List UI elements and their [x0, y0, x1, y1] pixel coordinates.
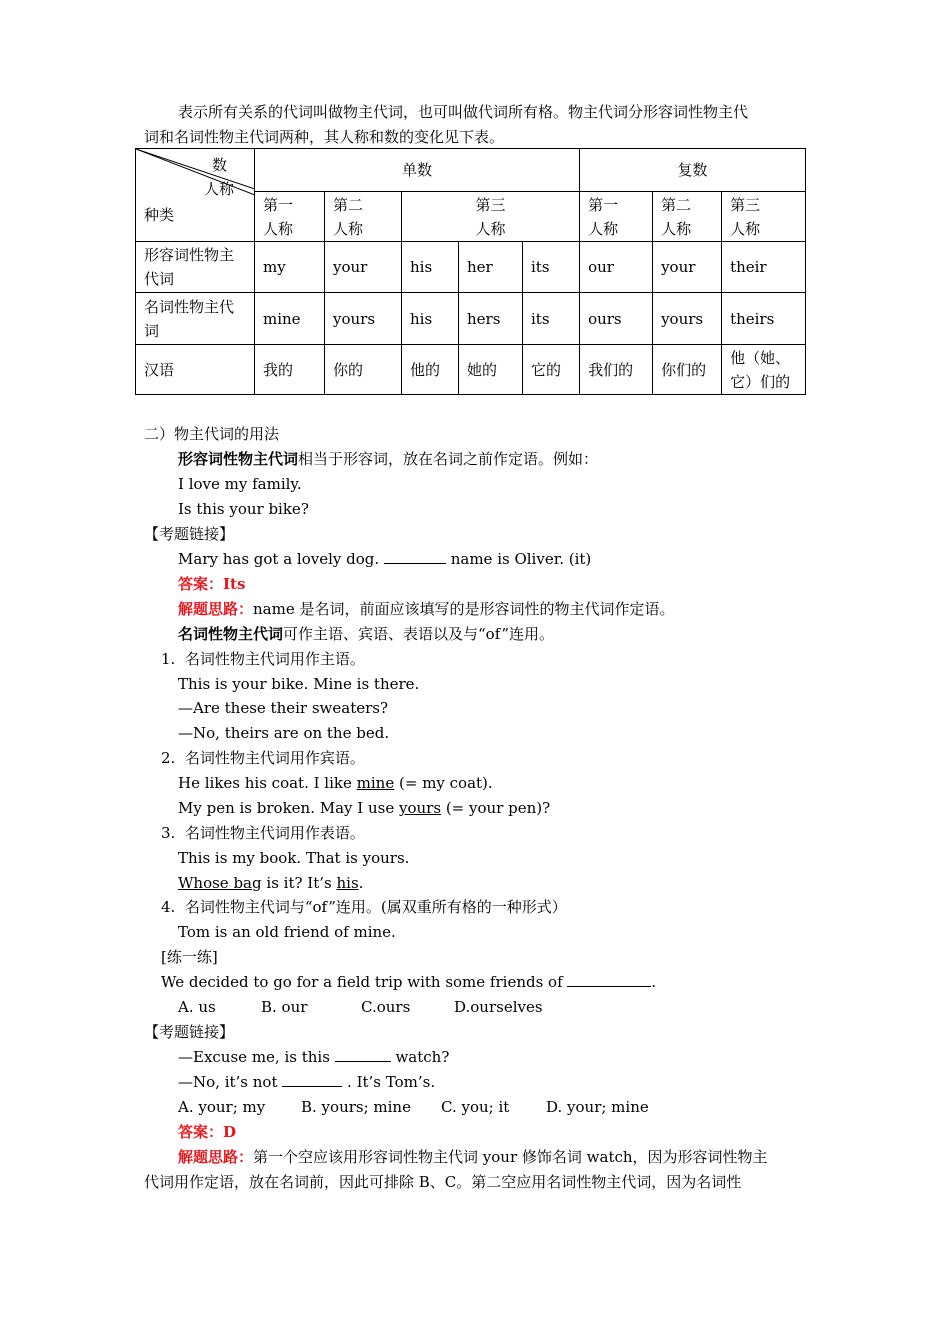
- noun-desc: 可作主语、宾语、表语以及与“of”连用。: [283, 625, 555, 643]
- table-cell: 你的: [325, 345, 402, 395]
- table-row: [136, 345, 806, 395]
- example-line: He likes his coat. I like mine (= my coat).: [178, 774, 493, 792]
- table-cell: his: [402, 293, 459, 345]
- item-number: 2.: [161, 749, 176, 767]
- underlined-word: his: [336, 874, 359, 892]
- table-cell: yours: [325, 293, 402, 345]
- table-cell: our: [580, 242, 653, 293]
- list-item: [161, 822, 365, 844]
- table-row: [136, 242, 806, 293]
- practice-option-b: B. our: [261, 998, 308, 1016]
- example-line: —No, theirs are on the bed.: [178, 724, 390, 742]
- table-cell: 它的: [523, 345, 580, 395]
- thought-line-2: [178, 1146, 768, 1168]
- intro-line-2: 词和名词性物主代词两种，其人称和数的变化见下表。: [144, 128, 505, 146]
- item-number: 3.: [161, 824, 176, 842]
- corner-diagonals: [136, 149, 255, 242]
- table-cell: your: [325, 242, 402, 293]
- table-cell: 他的: [402, 345, 459, 395]
- underlined-word: mine: [356, 774, 395, 792]
- exam-question-2-line-2: —No, it’s not . It’s Tom’s.: [178, 1073, 436, 1091]
- answer-blank: [335, 1047, 391, 1062]
- thought-text: name 是名词，前面应该填写的是形容词性的物主代词作定语。: [253, 600, 675, 618]
- intro-line-1: 表示所有关系的代词叫做物主代词，也可叫做代词所有格。物主代词分形容词性物主代: [178, 103, 749, 121]
- q2-option-c: C. you; it: [441, 1098, 510, 1116]
- answer-line-2: [178, 1121, 236, 1143]
- table-cell: your: [653, 242, 722, 293]
- item-number: 4.: [161, 898, 176, 916]
- underlined-word: yours: [399, 799, 442, 817]
- thought-label: 解题思路：: [178, 600, 254, 618]
- example-line: Tom is an old friend of mine.: [178, 923, 396, 941]
- answer-value: Its: [223, 575, 246, 593]
- table-row: [136, 293, 806, 345]
- row-label: 形容词性物主代词: [136, 242, 255, 293]
- table-cell: 你们的: [653, 345, 722, 395]
- thought-text: 第一个空应该用形容词性物主代词 your 修饰名词 watch，因为形容词性物主: [253, 1148, 768, 1166]
- corner-label-person: 人称: [204, 180, 235, 198]
- item-text: 名词性物主代词用作主语。: [184, 650, 365, 668]
- header-pl-third: 第三 人称: [722, 192, 806, 242]
- table-cell: its: [523, 293, 580, 345]
- table-cell: its: [523, 242, 580, 293]
- table-cell: her: [459, 242, 523, 293]
- question-text: name is Oliver. (it): [450, 550, 592, 568]
- answer-blank: [282, 1072, 342, 1087]
- example-line: Is this your bike?: [178, 500, 309, 518]
- exam-question-2-line-1: —Excuse me, is this watch?: [178, 1048, 450, 1066]
- q2-option-d: D. your; mine: [546, 1098, 649, 1116]
- answer-label: 答案：: [178, 575, 224, 593]
- corner-label-type: 种类: [144, 206, 175, 224]
- q2-option-b: B. yours; mine: [301, 1098, 411, 1116]
- item-text: 名词性物主代词与“of”连用。(属双重所有格的一种形式）: [184, 898, 567, 916]
- practice-option-c: C.ours: [361, 998, 411, 1016]
- table-cell: their: [722, 242, 806, 293]
- table-cell: theirs: [722, 293, 806, 345]
- list-item: [161, 648, 365, 670]
- thought-line-1: [178, 598, 675, 620]
- exam-question-1: [178, 548, 591, 570]
- answer-value: D: [223, 1123, 237, 1141]
- example-line: Whose bag is it? It’s his.: [178, 874, 364, 892]
- table-cell: yours: [653, 293, 722, 345]
- practice-heading: [练一练]: [161, 948, 218, 966]
- table-cell: mine: [255, 293, 325, 345]
- item-number: 1.: [161, 650, 176, 668]
- table-cell: ours: [580, 293, 653, 345]
- header-pl-first: 第一 人称: [580, 192, 653, 242]
- adj-definition: [178, 448, 598, 470]
- example-line: This is my book. That is yours.: [178, 849, 410, 867]
- table-cell: hers: [459, 293, 523, 345]
- example-line: I love my family.: [178, 475, 302, 493]
- example-line: —Are these their sweaters?: [178, 699, 389, 717]
- item-text: 名词性物主代词用作宾语。: [184, 749, 365, 767]
- q2-option-a: A. your; my: [178, 1098, 266, 1116]
- exam-link-heading: 【考题链接】: [144, 525, 235, 543]
- example-line: This is your bike. Mine is there.: [178, 675, 420, 693]
- table-cell: my: [255, 242, 325, 293]
- pronoun-table: [135, 148, 806, 395]
- table-cell: 我的: [255, 345, 325, 395]
- header-pl-second: 第二 人称: [653, 192, 722, 242]
- thought-label: 解题思路：: [178, 1148, 254, 1166]
- answer-blank: [567, 972, 651, 987]
- question-text: Mary has got a lovely dog.: [178, 550, 380, 568]
- underlined-word: Whose bag: [178, 874, 262, 892]
- table-cell: 他（她、它）们的: [722, 345, 806, 395]
- noun-definition: [178, 623, 554, 645]
- answer-line-1: [178, 573, 245, 595]
- practice-option-d: D.ourselves: [454, 998, 543, 1016]
- item-text: 名词性物主代词用作表语。: [184, 824, 365, 842]
- corner-label-number: 数: [212, 156, 228, 174]
- table-corner-cell: [136, 149, 255, 242]
- list-item: [161, 747, 365, 769]
- noun-term: 名词性物主代词: [178, 625, 284, 643]
- exam-link-heading: 【考题链接】: [144, 1023, 235, 1041]
- table-cell: his: [402, 242, 459, 293]
- row-label: 名词性物主代词: [136, 293, 255, 345]
- practice-question: We decided to go for a field trip with some friends of .: [161, 973, 657, 991]
- table-cell: 她的: [459, 345, 523, 395]
- adj-desc: 相当于形容词，放在名词之前作定语。例如：: [298, 450, 599, 468]
- header-sg-first: 第一 人称: [255, 192, 325, 242]
- adj-term: 形容词性物主代词: [178, 450, 299, 468]
- header-singular: 单数: [255, 149, 580, 192]
- answer-label: 答案：: [178, 1123, 224, 1141]
- row-label: 汉语: [136, 345, 255, 395]
- practice-option-a: A. us: [178, 998, 216, 1016]
- answer-blank: [384, 549, 446, 564]
- list-item: [161, 896, 567, 918]
- header-plural: 复数: [580, 149, 806, 192]
- thought-line-2-continued: 代词用作定语，放在名词前，因此可排除 B、C。第二空应用名词性物主代词，因为名词性: [144, 1173, 742, 1191]
- section-heading: 二）物主代词的用法: [144, 425, 280, 443]
- table-cell: 我们的: [580, 345, 653, 395]
- header-sg-second: 第二 人称: [325, 192, 402, 242]
- header-sg-third: 第三 人称: [402, 192, 580, 242]
- example-line: My pen is broken. May I use yours (= your pen)?: [178, 799, 551, 817]
